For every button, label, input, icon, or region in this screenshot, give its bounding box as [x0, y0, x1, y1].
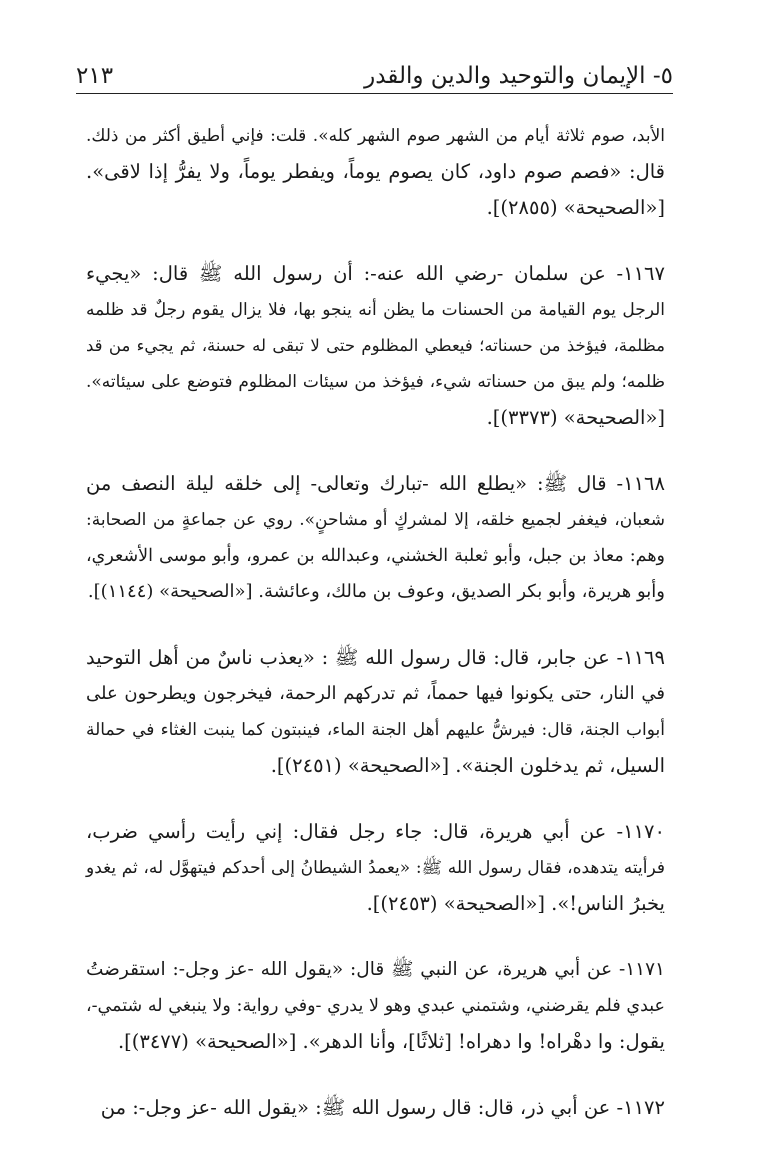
text-line: [«الصحيحة» (٢٨٥٥)]. [486, 196, 665, 219]
text-line: وأبو هريرة، وأبو بكر الصديق، وعوف بن مالك، وعائشة. [«الصحيحة» (١١٤٤)]. [87, 581, 665, 602]
text-line: ١١٦٨- قال ﷺ: «يطلع الله -تبارك وتعالى- إلى خلقه ليلة النصف من [86, 472, 665, 495]
text-line: يخبرُ الناس!». [«الصحيحة» (٢٤٥٣)]. [366, 892, 665, 915]
running-header [76, 56, 673, 94]
text-line: الرجل يوم القيامة من الحسنات ما يظن أنه ينجو بها، فلا يزال يقوم رجلٌ قد ظلمه [86, 300, 665, 320]
page-number: ٢١٣ [76, 63, 114, 89]
text-line: السيل، ثم يدخلون الجنة». [«الصحيحة» (٢٤٥١)]. [270, 754, 665, 777]
page-body [86, 118, 665, 1156]
text-line: عبدي فلم يقرضني، وشتمني عبدي وهو لا يدري -وفي رواية: ولا ينبغي له شتمي-، [86, 996, 665, 1016]
hadith-paragraph [86, 466, 665, 610]
chapter-title: ٥- الإيمان والتوحيد والدين والقدر [364, 63, 673, 89]
text-line: ١١٦٩- عن جابر، قال: قال رسول الله ﷺ : «يعذب ناسٌ من أهل التوحيد [86, 646, 665, 669]
text-line: مظلمة، فيؤخذ من حسناته؛ فيعطي المظلوم حتى لا تبقى له حسنة، ثم يجيء من قد [86, 336, 665, 355]
text-line: يقول: وا دهْراه! وا دهراه! [ثلاثًا]، وأنا الدهر». [«الصحيحة» (٣٤٧٧)]. [117, 1030, 665, 1053]
text-line: شعبان، فيغفر لجميع خلقه، إلا لمشركٍ أو مشاحنٍ». روي عن جماعةٍ من الصحابة: [86, 510, 665, 530]
text-line: في النار، حتى يكونوا فيها حمماً، ثم تدركهم الرحمة، فيخرجون ويطرحون على [86, 683, 665, 704]
hadith-paragraph [86, 640, 665, 784]
text-line: ١١٧٢- عن أبي ذر، قال: قال رسول الله ﷺ: «يقول الله -عز وجل-: من [100, 1096, 665, 1119]
text-line: فرأيته يتدهده، فقال رسول الله ﷺ: «يعمدُ الشيطانُ إلى أحدكم فيتهوَّل له، ثم يغدو [86, 858, 665, 878]
text-line: [«الصحيحة» (٣٣٧٣)]. [486, 406, 665, 429]
text-line: ١١٧٠- عن أبي هريرة، قال: جاء رجل فقال: إني رأيت رأسي ضرب، [86, 820, 665, 843]
hadith-paragraph [86, 952, 665, 1060]
hadith-paragraph [86, 118, 665, 226]
hadith-paragraph [86, 256, 665, 436]
hadith-paragraph [86, 814, 665, 922]
text-line: ظلمه؛ ولم يبق من حسناته شيء، فيؤخذ من سيئات المظلوم فتوضع على سيئاته». [86, 372, 665, 392]
text-line: الأبد، صوم ثلاثة أيام من الشهر صوم الشهر كله». قلت: فإني أطيق أكثر من ذلك. [86, 126, 665, 146]
text-line: وهم: معاذ بن جبل، وأبو ثعلبة الخشني، وعبدالله بن عمرو، وأبو موسى الأشعري، [86, 546, 665, 566]
text-line: أبواب الجنة، قال: فيرشُّ عليهم أهل الجنة الماء، فينبتون كما ينبت الغثاء في حمالة [86, 720, 665, 740]
hadith-paragraph [86, 1090, 665, 1126]
text-line: قال: «فصم صوم داود، كان يصوم يوماً، ويفطر يوماً، ولا يفرُّ إذا لاقى». [86, 160, 665, 183]
text-line: ١١٧١- عن أبي هريرة، عن النبي ﷺ قال: «يقول الله -عز وجل-: استقرضتُ [86, 959, 665, 980]
text-line: ١١٦٧- عن سلمان -رضي الله عنه-: أن رسول الله ﷺ قال: «يجيء [86, 262, 665, 285]
